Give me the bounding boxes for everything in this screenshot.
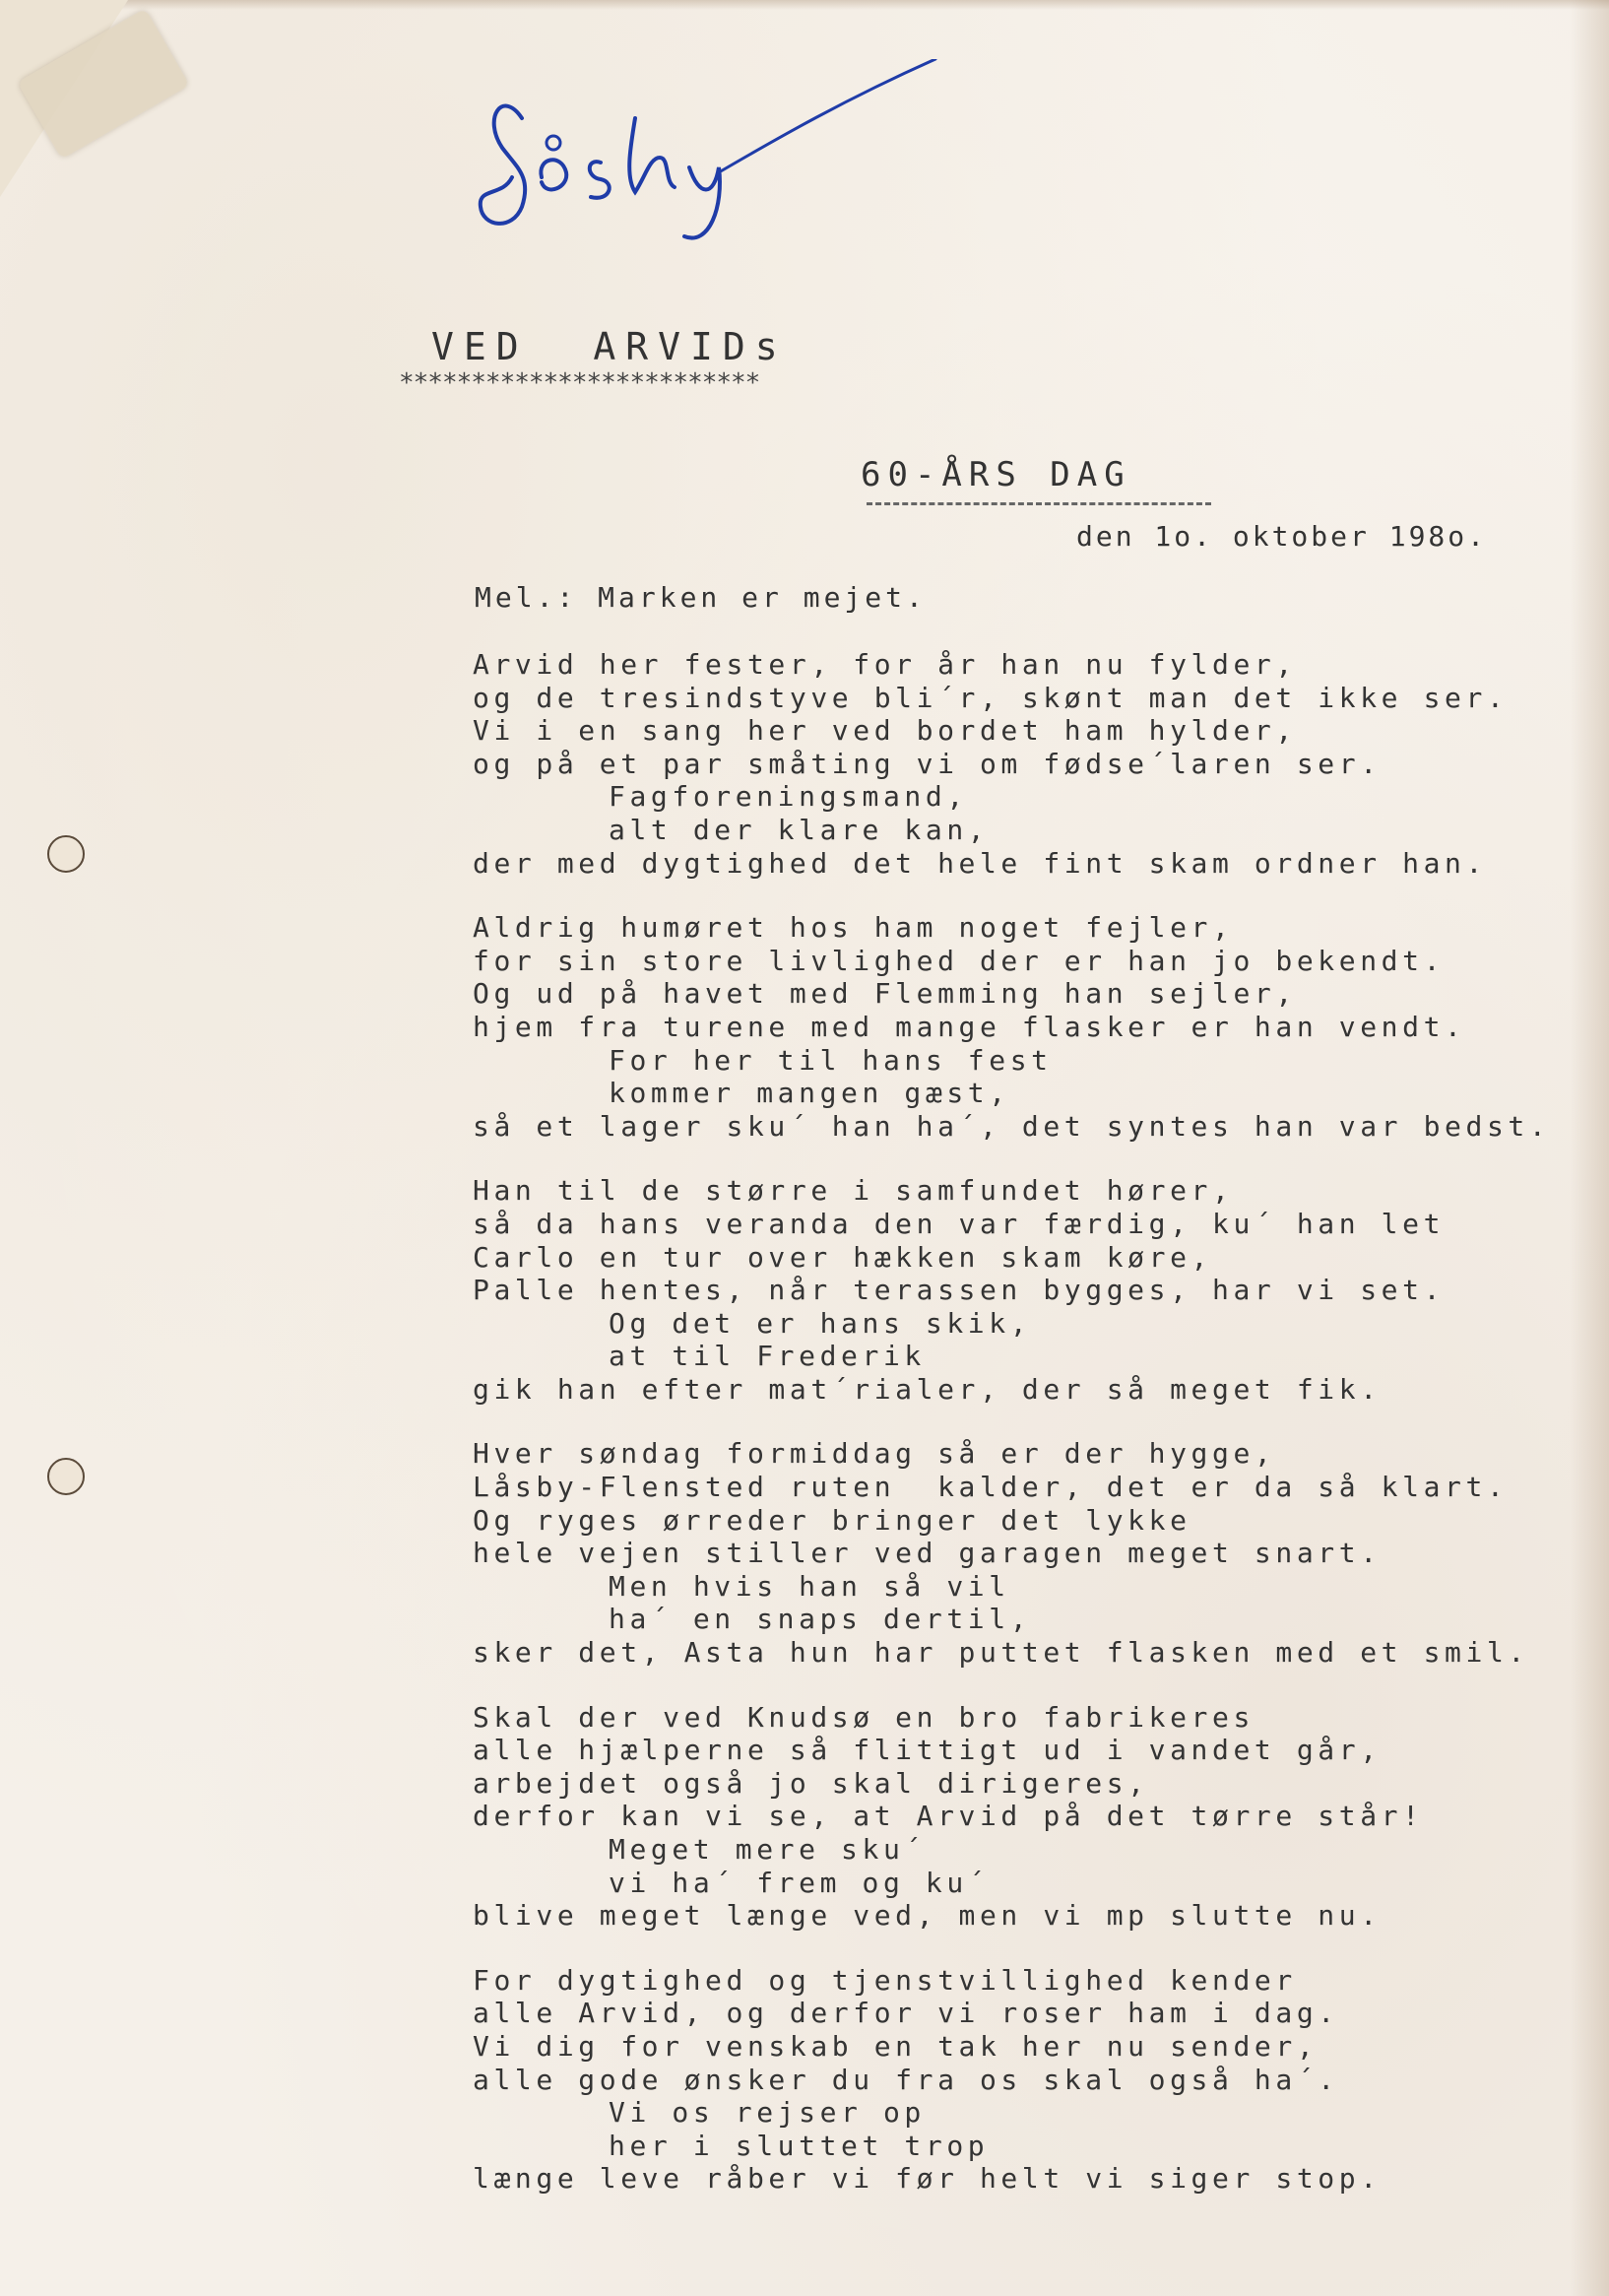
verse xyxy=(473,648,1556,880)
song-body xyxy=(473,648,1556,2227)
verse-line: Skal der ved Knudsø en bro fabrikeres xyxy=(473,1700,1255,1734)
verse-line: For dygtighed og tjenstvillighed kender xyxy=(473,1963,1297,1997)
poem-title: VED ARVIDs xyxy=(431,325,788,368)
verse-line-indented: vi ha´ frem og ku´ xyxy=(609,1866,990,1899)
punch-hole-bottom xyxy=(47,1458,85,1495)
subtitle-dashed-underline xyxy=(867,502,1211,505)
poem-date: den 1o. oktober 198o. xyxy=(1076,520,1488,553)
verse-line: for sin store livlighed der er han jo bekendt. xyxy=(473,944,1446,977)
verse-line: arbejdet også jo skal dirigeres, xyxy=(473,1766,1149,1800)
verse-line: Han til de større i samfundet hører, xyxy=(473,1174,1234,1208)
verse-line-indented: For her til hans fest xyxy=(609,1043,1053,1077)
verse-line: og de tresindstyve bli´r, skønt man det ikke ser. xyxy=(473,681,1509,714)
verse-line-indented: Fagforeningsmand, xyxy=(609,780,968,814)
verse-line-indented: Men hvis han så vil xyxy=(609,1569,1010,1603)
verse-line: sker det, Asta hun har puttet flasken med et smil. xyxy=(473,1636,1529,1670)
punch-hole-top xyxy=(47,835,85,873)
verse-line: Låsby-Flensted ruten kalder, det er da så klart. xyxy=(473,1471,1509,1504)
verse-line: blive meget længe ved, men vi mp slutte nu. xyxy=(473,1899,1382,1933)
verse-line-indented: Vi os rejser op xyxy=(609,2096,926,2130)
verse-line: Vi i en sang her ved bordet ham hylder, xyxy=(473,714,1297,748)
verse-line: så da hans veranda den var færdig, ku´ han let xyxy=(473,1207,1446,1240)
verse-line: Palle hentes, når terassen bygges, har vi set. xyxy=(473,1274,1446,1307)
verse-line: der med dygtighed det hele fint skam ordner han. xyxy=(473,846,1487,880)
verse-line-indented: at til Frederik xyxy=(609,1340,926,1373)
verse-line-indented: alt der klare kan, xyxy=(609,813,990,846)
melody-note: Mel.: Marken er mejet. xyxy=(475,581,927,614)
verse-line-indented: Meget mere sku´ xyxy=(609,1833,926,1866)
verse xyxy=(473,1964,1556,2196)
verse-line: Aldrig humøret hos ham noget fejler, xyxy=(473,911,1234,945)
verse-line-indented: her i sluttet trop xyxy=(609,2129,990,2162)
verse-line: Vi dig for venskab en tak her nu sender, xyxy=(473,2029,1319,2063)
verse-line: Hver søndag formiddag så er der hygge, xyxy=(473,1437,1276,1471)
verse-line: alle gode ønsker du fra os skal også ha´. xyxy=(473,2063,1339,2096)
paper-right-edge xyxy=(1570,0,1609,2296)
verse-line: hjem fra turene med mange flasker er han vendt. xyxy=(473,1010,1466,1043)
verse-line-indented: Og det er hans skik, xyxy=(609,1306,1032,1340)
verse-line: gik han efter mat´rialer, der så meget fik. xyxy=(473,1372,1382,1406)
verse-line-indented: kommer mangen gæst, xyxy=(609,1077,1010,1110)
verse-line: alle Arvid, og derfor vi roser ham i dag. xyxy=(473,1997,1339,2030)
verse-line: Arvid her fester, for år han nu fylder, xyxy=(473,648,1297,681)
verse-line: Carlo en tur over hækken skam køre, xyxy=(473,1240,1213,1274)
verse-line-indented: ha´ en snaps dertil, xyxy=(609,1603,1032,1636)
verse-line: alle hjælperne så flittigt ud i vandet går, xyxy=(473,1734,1382,1767)
verse xyxy=(473,911,1556,1143)
verse xyxy=(473,1701,1556,1933)
signature-handwriting xyxy=(463,59,995,256)
verse-line: længe leve råber vi før helt vi siger stop. xyxy=(473,2162,1382,2196)
verse-line: hele vejen stiller ved garagen meget snart. xyxy=(473,1537,1382,1570)
paper-top-edge xyxy=(0,0,1609,10)
verse-line: Og ryges ørreder bringer det lykke xyxy=(473,1503,1191,1537)
verse-line: og på et par småting vi om fødse´laren ser. xyxy=(473,747,1382,780)
verse-line: så et lager sku´ han ha´, det syntes han var bedst. xyxy=(473,1109,1551,1143)
title-star-underline: ************************* xyxy=(399,368,760,398)
verse xyxy=(473,1437,1556,1669)
verse-line: Og ud på havet med Flemming han sejler, xyxy=(473,977,1297,1011)
verse-line: derfor kan vi se, at Arvid på det tørre står! xyxy=(473,1800,1424,1833)
verse xyxy=(473,1174,1556,1406)
poem-subtitle: 60-ÅRS DAG xyxy=(861,455,1131,494)
